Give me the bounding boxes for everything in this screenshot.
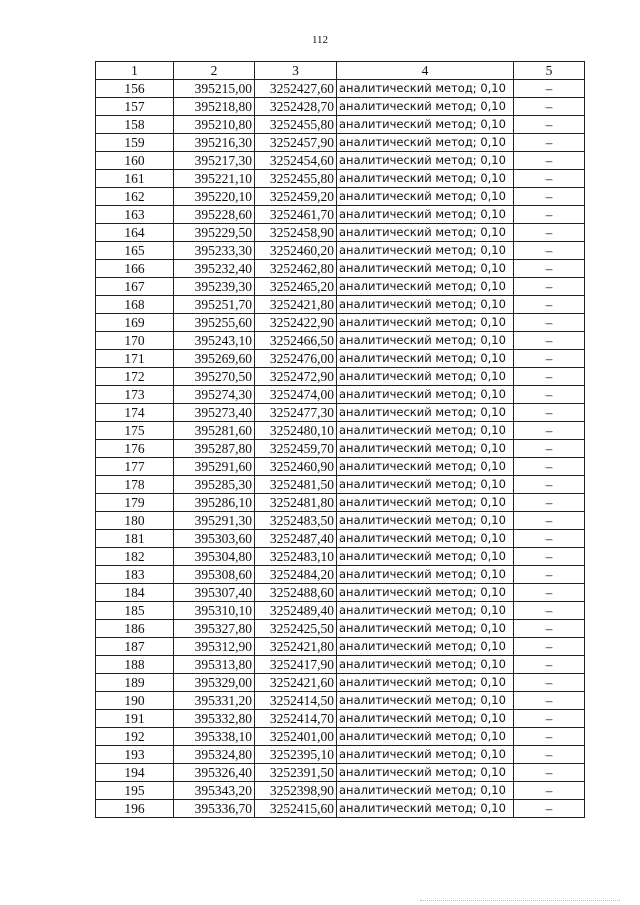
table-row [96,116,585,134]
y-coordinate-cell: 3252421,60 [255,674,337,692]
x-coordinate-cell: 395228,60 [174,206,255,224]
x-coordinate-cell: 395286,10 [174,494,255,512]
description-cell: – [514,350,585,368]
y-coordinate-cell: 3252484,20 [255,566,337,584]
description-cell: – [514,98,585,116]
table-row [96,548,585,566]
x-coordinate-cell: 395307,40 [174,584,255,602]
description-cell: – [514,782,585,800]
method-cell: аналитический метод; 0,10 [337,422,514,440]
method-cell: аналитический метод; 0,10 [337,530,514,548]
point-number-cell: 157 [96,98,174,116]
description-cell: – [514,692,585,710]
table-row [96,728,585,746]
table-row [96,440,585,458]
y-coordinate-cell: 3252487,40 [255,530,337,548]
table-row [96,242,585,260]
point-number-cell: 179 [96,494,174,512]
point-number-cell: 195 [96,782,174,800]
method-cell: аналитический метод; 0,10 [337,710,514,728]
point-number-cell: 170 [96,332,174,350]
table-row [96,98,585,116]
y-coordinate-cell: 3252425,50 [255,620,337,638]
method-cell: аналитический метод; 0,10 [337,512,514,530]
description-cell: – [514,116,585,134]
point-number-cell: 162 [96,188,174,206]
point-number-cell: 190 [96,692,174,710]
table-row [96,710,585,728]
method-cell: аналитический метод; 0,10 [337,440,514,458]
point-number-cell: 173 [96,386,174,404]
method-cell: аналитический метод; 0,10 [337,116,514,134]
y-coordinate-cell: 3252459,70 [255,440,337,458]
point-number-cell: 183 [96,566,174,584]
point-number-cell: 165 [96,242,174,260]
x-coordinate-cell: 395287,80 [174,440,255,458]
x-coordinate-cell: 395216,30 [174,134,255,152]
description-cell: – [514,674,585,692]
y-coordinate-cell: 3252391,50 [255,764,337,782]
point-number-cell: 180 [96,512,174,530]
method-cell: аналитический метод; 0,10 [337,368,514,386]
method-cell: аналитический метод; 0,10 [337,458,514,476]
method-cell: аналитический метод; 0,10 [337,242,514,260]
x-coordinate-cell: 395313,80 [174,656,255,674]
description-cell: – [514,584,585,602]
method-cell: аналитический метод; 0,10 [337,296,514,314]
method-cell: аналитический метод; 0,10 [337,278,514,296]
method-cell: аналитический метод; 0,10 [337,314,514,332]
y-coordinate-cell: 3252428,70 [255,98,337,116]
y-coordinate-cell: 3252414,50 [255,692,337,710]
method-cell: аналитический метод; 0,10 [337,350,514,368]
method-cell: аналитический метод; 0,10 [337,602,514,620]
coordinates-table [95,61,585,818]
point-number-cell: 172 [96,368,174,386]
description-cell: – [514,80,585,98]
point-number-cell: 188 [96,656,174,674]
footer-scan-artifact [420,894,620,901]
description-cell: – [514,332,585,350]
table-row [96,458,585,476]
point-number-cell: 160 [96,152,174,170]
method-cell: аналитический метод; 0,10 [337,404,514,422]
point-number-cell: 167 [96,278,174,296]
y-coordinate-cell: 3252401,00 [255,728,337,746]
table-row [96,494,585,512]
method-cell: аналитический метод; 0,10 [337,170,514,188]
x-coordinate-cell: 395239,30 [174,278,255,296]
point-number-cell: 166 [96,260,174,278]
point-number-cell: 194 [96,764,174,782]
x-coordinate-cell: 395291,60 [174,458,255,476]
y-coordinate-cell: 3252421,80 [255,638,337,656]
description-cell: – [514,278,585,296]
description-cell: – [514,260,585,278]
description-cell: – [514,404,585,422]
y-coordinate-cell: 3252488,60 [255,584,337,602]
table-row [96,368,585,386]
table-row [96,620,585,638]
x-coordinate-cell: 395215,00 [174,80,255,98]
point-number-cell: 193 [96,746,174,764]
y-coordinate-cell: 3252477,30 [255,404,337,422]
table-row [96,206,585,224]
table-row [96,674,585,692]
x-coordinate-cell: 395312,90 [174,638,255,656]
x-coordinate-cell: 395338,10 [174,728,255,746]
table-row [96,314,585,332]
description-cell: – [514,224,585,242]
y-coordinate-cell: 3252457,90 [255,134,337,152]
method-cell: аналитический метод; 0,10 [337,746,514,764]
column-header-description: 5 [514,62,585,80]
method-cell: аналитический метод; 0,10 [337,260,514,278]
y-coordinate-cell: 3252461,70 [255,206,337,224]
table-row [96,746,585,764]
method-cell: аналитический метод; 0,10 [337,476,514,494]
description-cell: – [514,134,585,152]
description-cell: – [514,296,585,314]
table-row [96,332,585,350]
description-cell: – [514,710,585,728]
x-coordinate-cell: 395232,40 [174,260,255,278]
x-coordinate-cell: 395281,60 [174,422,255,440]
y-coordinate-cell: 3252398,90 [255,782,337,800]
table-row [96,80,585,98]
x-coordinate-cell: 395331,20 [174,692,255,710]
table-row [96,152,585,170]
point-number-cell: 192 [96,728,174,746]
point-number-cell: 196 [96,800,174,818]
x-coordinate-cell: 395221,10 [174,170,255,188]
method-cell: аналитический метод; 0,10 [337,98,514,116]
method-cell: аналитический метод; 0,10 [337,764,514,782]
method-cell: аналитический метод; 0,10 [337,188,514,206]
point-number-cell: 175 [96,422,174,440]
point-number-cell: 174 [96,404,174,422]
table-header-row [96,62,585,80]
description-cell: – [514,764,585,782]
y-coordinate-cell: 3252427,60 [255,80,337,98]
y-coordinate-cell: 3252395,10 [255,746,337,764]
method-cell: аналитический метод; 0,10 [337,152,514,170]
point-number-cell: 186 [96,620,174,638]
table-row [96,782,585,800]
point-number-cell: 163 [96,206,174,224]
table-row [96,404,585,422]
table-row [96,566,585,584]
x-coordinate-cell: 395285,30 [174,476,255,494]
x-coordinate-cell: 395291,30 [174,512,255,530]
point-number-cell: 176 [96,440,174,458]
description-cell: – [514,422,585,440]
table-row [96,764,585,782]
y-coordinate-cell: 3252483,50 [255,512,337,530]
x-coordinate-cell: 395270,50 [174,368,255,386]
table-row [96,224,585,242]
method-cell: аналитический метод; 0,10 [337,566,514,584]
x-coordinate-cell: 395233,30 [174,242,255,260]
point-number-cell: 161 [96,170,174,188]
table-row [96,386,585,404]
y-coordinate-cell: 3252476,00 [255,350,337,368]
y-coordinate-cell: 3252474,00 [255,386,337,404]
method-cell: аналитический метод; 0,10 [337,638,514,656]
table-row [96,638,585,656]
description-cell: – [514,206,585,224]
x-coordinate-cell: 395343,20 [174,782,255,800]
description-cell: – [514,152,585,170]
description-cell: – [514,512,585,530]
point-number-cell: 164 [96,224,174,242]
x-coordinate-cell: 395274,30 [174,386,255,404]
x-coordinate-cell: 395251,70 [174,296,255,314]
description-cell: – [514,476,585,494]
y-coordinate-cell: 3252472,90 [255,368,337,386]
description-cell: – [514,800,585,818]
description-cell: – [514,728,585,746]
y-coordinate-cell: 3252462,80 [255,260,337,278]
column-header-method: 4 [337,62,514,80]
column-header-y: 3 [255,62,337,80]
point-number-cell: 168 [96,296,174,314]
description-cell: – [514,314,585,332]
y-coordinate-cell: 3252481,50 [255,476,337,494]
method-cell: аналитический метод; 0,10 [337,386,514,404]
method-cell: аналитический метод; 0,10 [337,800,514,818]
x-coordinate-cell: 395332,80 [174,710,255,728]
method-cell: аналитический метод; 0,10 [337,224,514,242]
x-coordinate-cell: 395304,80 [174,548,255,566]
point-number-cell: 159 [96,134,174,152]
y-coordinate-cell: 3252415,60 [255,800,337,818]
table-row [96,692,585,710]
y-coordinate-cell: 3252454,60 [255,152,337,170]
y-coordinate-cell: 3252489,40 [255,602,337,620]
y-coordinate-cell: 3252460,20 [255,242,337,260]
method-cell: аналитический метод; 0,10 [337,620,514,638]
point-number-cell: 185 [96,602,174,620]
y-coordinate-cell: 3252465,20 [255,278,337,296]
column-header-point-number: 1 [96,62,174,80]
table-row [96,800,585,818]
point-number-cell: 191 [96,710,174,728]
y-coordinate-cell: 3252481,80 [255,494,337,512]
y-coordinate-cell: 3252422,90 [255,314,337,332]
x-coordinate-cell: 395269,60 [174,350,255,368]
y-coordinate-cell: 3252483,10 [255,548,337,566]
description-cell: – [514,188,585,206]
table-row [96,170,585,188]
table-row [96,422,585,440]
description-cell: – [514,386,585,404]
description-cell: – [514,530,585,548]
x-coordinate-cell: 395218,80 [174,98,255,116]
description-cell: – [514,170,585,188]
y-coordinate-cell: 3252455,80 [255,116,337,134]
x-coordinate-cell: 395327,80 [174,620,255,638]
method-cell: аналитический метод; 0,10 [337,782,514,800]
table-row [96,260,585,278]
method-cell: аналитический метод; 0,10 [337,674,514,692]
x-coordinate-cell: 395220,10 [174,188,255,206]
description-cell: – [514,440,585,458]
method-cell: аналитический метод; 0,10 [337,332,514,350]
description-cell: – [514,620,585,638]
y-coordinate-cell: 3252459,20 [255,188,337,206]
x-coordinate-cell: 395255,60 [174,314,255,332]
method-cell: аналитический метод; 0,10 [337,584,514,602]
description-cell: – [514,458,585,476]
point-number-cell: 156 [96,80,174,98]
x-coordinate-cell: 395210,80 [174,116,255,134]
method-cell: аналитический метод; 0,10 [337,494,514,512]
y-coordinate-cell: 3252480,10 [255,422,337,440]
x-coordinate-cell: 395217,30 [174,152,255,170]
y-coordinate-cell: 3252421,80 [255,296,337,314]
point-number-cell: 189 [96,674,174,692]
table-body [96,80,585,818]
x-coordinate-cell: 395308,60 [174,566,255,584]
table-row [96,296,585,314]
method-cell: аналитический метод; 0,10 [337,206,514,224]
description-cell: – [514,746,585,764]
x-coordinate-cell: 395243,10 [174,332,255,350]
point-number-cell: 182 [96,548,174,566]
description-cell: – [514,638,585,656]
table-row [96,602,585,620]
x-coordinate-cell: 395336,70 [174,800,255,818]
point-number-cell: 158 [96,116,174,134]
table-row [96,350,585,368]
x-coordinate-cell: 395273,40 [174,404,255,422]
y-coordinate-cell: 3252460,90 [255,458,337,476]
method-cell: аналитический метод; 0,10 [337,548,514,566]
method-cell: аналитический метод; 0,10 [337,656,514,674]
x-coordinate-cell: 395229,50 [174,224,255,242]
description-cell: – [514,368,585,386]
description-cell: – [514,548,585,566]
description-cell: – [514,602,585,620]
method-cell: аналитический метод; 0,10 [337,692,514,710]
table-row [96,530,585,548]
point-number-cell: 169 [96,314,174,332]
description-cell: – [514,656,585,674]
description-cell: – [514,566,585,584]
method-cell: аналитический метод; 0,10 [337,728,514,746]
y-coordinate-cell: 3252414,70 [255,710,337,728]
point-number-cell: 178 [96,476,174,494]
table-row [96,278,585,296]
table-row [96,134,585,152]
point-number-cell: 177 [96,458,174,476]
table-row [96,476,585,494]
point-number-cell: 187 [96,638,174,656]
point-number-cell: 181 [96,530,174,548]
page-number: 112 [311,34,329,46]
point-number-cell: 184 [96,584,174,602]
method-cell: аналитический метод; 0,10 [337,134,514,152]
y-coordinate-cell: 3252417,90 [255,656,337,674]
x-coordinate-cell: 395329,00 [174,674,255,692]
point-number-cell: 171 [96,350,174,368]
x-coordinate-cell: 395310,10 [174,602,255,620]
table-row [96,584,585,602]
description-cell: – [514,242,585,260]
y-coordinate-cell: 3252466,50 [255,332,337,350]
method-cell: аналитический метод; 0,10 [337,80,514,98]
table-row [96,188,585,206]
column-header-x: 2 [174,62,255,80]
y-coordinate-cell: 3252458,90 [255,224,337,242]
x-coordinate-cell: 395326,40 [174,764,255,782]
x-coordinate-cell: 395324,80 [174,746,255,764]
x-coordinate-cell: 395303,60 [174,530,255,548]
description-cell: – [514,494,585,512]
y-coordinate-cell: 3252455,80 [255,170,337,188]
table-row [96,656,585,674]
table-row [96,512,585,530]
